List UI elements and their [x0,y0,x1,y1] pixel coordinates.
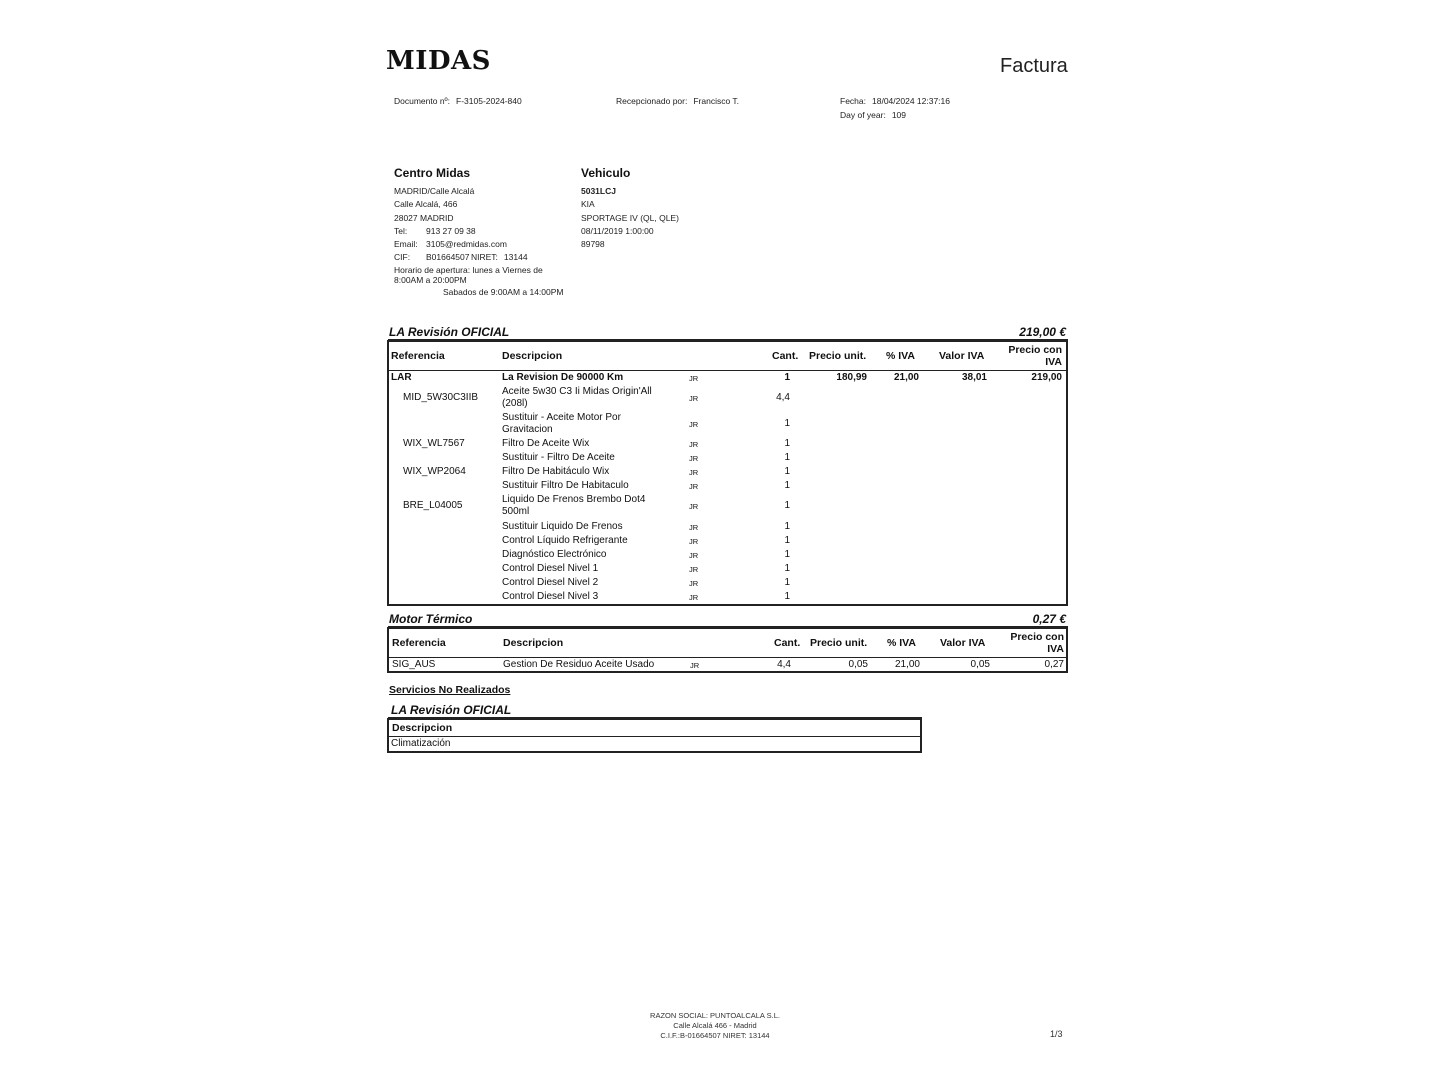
s1-row-ref: BRE_L04005 [403,500,463,511]
s1-row-cant: 4,4 [776,392,790,403]
s1-row-desc: Control Diesel Nivel 1 [502,563,599,574]
s1-row-jr: JR [689,551,699,560]
centro-horario-3: Sabados de 9:00AM a 14:00PM [443,286,564,297]
s1-row-cant: 1 [784,591,790,602]
cif-value: B01664507 [426,252,470,263]
s1-row-cant: 1 [784,480,790,491]
document-number-label: Documento nº: [394,96,451,106]
s1-row-jr: JR [689,374,699,383]
email-label: Email: [394,239,418,250]
no-realizados-item: Climatización [391,738,451,749]
vehicle-code: 89798 [581,239,605,250]
s1-row-ref: WIX_WP2064 [403,466,466,477]
s2-row-cant: 4,4 [777,659,791,670]
section2-total: 0,27 € [1032,612,1066,626]
document-number [394,96,522,106]
s1-row-ref: WIX_WL7567 [403,438,465,449]
s1-row-desc: Sustituir - Filtro De Aceite [502,452,615,463]
s1-row-cant: 1 [784,577,790,588]
s1-row-jr: JR [689,468,699,477]
niret-value: 13144 [503,252,528,263]
s1-row-cant: 1 [784,466,790,477]
day-of-year-label: Day of year: [840,110,886,120]
s1-row-cant: 1 [784,418,790,429]
s1-row-desc: La Revision De 90000 Km [502,372,624,383]
s1-row-jr: JR [689,420,699,429]
s1-row-desc: Filtro De Habitáculo Wix [502,466,610,477]
s2-row-ref: SIG_AUS [392,659,436,670]
page-number: 1/3 [1050,1029,1063,1039]
s1-row-desc: Filtro De Aceite Wix [502,438,590,449]
s1-row-jr: JR [689,593,699,602]
s1-row-ref: LAR [391,372,412,383]
s1-col-precio-con: Precio con [1008,344,1062,356]
s1-row-desc: Liquido De Frenos Brembo Dot4 500ml [502,494,646,517]
s2-col-precio-unit: Precio unit. [810,637,868,649]
centro-email [394,238,574,251]
horario-1: lunes a Viernes de [472,264,543,275]
s1-row-jr: JR [689,523,699,532]
s1-col-descripcion: Descripcion [502,350,563,362]
received-by [616,96,739,106]
centro-horario-2: 8:00AM a 20:00PM [394,274,467,285]
s1-col-cant: Cant. [772,350,799,362]
vehicle-plate: 5031LCJ [581,186,616,196]
s1-col-precio-unit: Precio unit. [809,350,867,362]
no-realizados-col-descripcion: Descripcion [392,722,453,734]
document-number-value: F-3105-2024-840 [456,96,522,106]
footer-line1: RAZON SOCIAL: PUNTOALCALA S.L. [650,1011,780,1020]
s2-col-descripcion: Descripcion [503,637,564,649]
s1-row-jr: JR [689,482,699,491]
niret-label: NIRET: [471,252,498,263]
document-type-title: Factura [1000,55,1068,77]
no-realizados-title: LA Revisión OFICIAL [391,703,512,717]
horario-label: Horario de apertura: [394,264,471,275]
s1-row-desc: Control Líquido Refrigerante [502,535,628,546]
cif-label: CIF: [394,252,411,263]
tel-value: 913 27 09 38 [426,225,476,236]
s1-row-ref: MID_5W30C3IIB [403,392,479,403]
s2-row-desc: Gestion De Residuo Aceite Usado [503,659,655,670]
s1-row-desc: Control Diesel Nivel 3 [502,591,599,602]
no-realizados-header-rule [389,736,920,737]
s2-col-precio-con-iva [1000,631,1064,655]
s1-row-cant: 1 [784,549,790,560]
s2-row-pct: 21,00 [894,659,920,670]
footer-company [600,1011,830,1041]
s1-col-valor-iva: Valor IVA [939,350,985,362]
vehicle-model: SPORTAGE IV (QL, QLE) [581,212,679,223]
midas-logo: MIDAS [386,46,491,76]
s1-col-precio-con-iva [1000,344,1062,368]
s1-row-desc: Sustituir - Aceite Motor Por Gravitacion [502,412,621,435]
s2-col-iva: IVA [1047,643,1064,655]
s1-col-iva: IVA [1045,356,1062,368]
footer-line3: C.I.F.:B-01664507 NIRET: 13144 [660,1031,770,1040]
centro-block [394,166,574,297]
s1-row-cant: 1 [784,438,790,449]
s1-row-pct: 21,00 [893,372,919,383]
s2-row-total: 0,27 [1044,659,1064,670]
s1-row-valor: 38,01 [961,372,987,383]
s1-row-desc: Diagnóstico Electrónico [502,549,607,560]
s1-row-jr: JR [689,440,699,449]
vehicle-date: 08/11/2019 1:00:00 [581,225,654,236]
s2-col-pct-iva: % IVA [887,637,916,649]
s2-col-cant: Cant. [774,637,801,649]
s1-row-desc: Sustituir Filtro De Habitaculo [502,480,629,491]
centro-tel [394,225,574,238]
s2-row-valor: 0,05 [970,659,990,670]
date-value: 18/04/2024 12:37:16 [872,96,950,106]
email-value: 3105@redmidas.com [426,239,507,250]
s1-col-referencia: Referencia [391,350,445,362]
s1-row-jr: JR [689,454,699,463]
section1-total: 219,00 € [1019,325,1066,339]
received-by-label: Recepcionado por: [616,96,688,106]
section2-header-rule [389,657,1066,658]
s2-col-referencia: Referencia [392,637,446,649]
centro-horario [394,265,574,275]
vehicle-brand: KIA [581,199,595,210]
s1-row-jr: JR [689,579,699,588]
s1-row-desc: Sustituir Liquido De Frenos [502,521,623,532]
received-by-value: Francisco T. [693,96,740,106]
vehiculo-block [581,166,741,251]
date-label: Fecha: [840,96,866,106]
s1-row-cant: 1 [784,372,790,383]
day-of-year [840,110,906,120]
centro-title: Centro Midas [394,166,471,180]
s1-row-jr: JR [689,502,699,511]
centro-line2: Calle Alcalá, 466 [394,199,458,210]
centro-cif [394,251,574,264]
s1-row-desc: Aceite 5w30 C3 Ii Midas Origin'All (208l) [502,386,652,409]
s2-col-precio-con: Precio con [1010,631,1064,643]
invoice-date [840,96,950,106]
s1-row-cant: 1 [784,563,790,574]
section1-header-rule [389,370,1066,371]
s1-row-cant: 1 [784,521,790,532]
s1-row-jr: JR [689,394,699,403]
s1-row-desc: Control Diesel Nivel 2 [502,577,599,588]
s2-row-precio: 0,05 [848,659,868,670]
no-realizados-table [387,718,922,753]
s1-row-cant: 1 [784,535,790,546]
s1-row-jr: JR [689,537,699,546]
section2-title: Motor Térmico [389,612,473,626]
s1-row-precio: 180,99 [836,372,867,383]
s1-row-cant: 1 [784,500,790,511]
centro-line1: MADRID/Calle Alcalá [394,186,475,196]
s2-col-valor-iva: Valor IVA [940,637,986,649]
day-of-year-value: 109 [891,110,907,120]
s2-row-jr: JR [690,661,700,670]
no-realizados-heading: Servicios No Realizados [389,684,511,696]
vehiculo-title: Vehiculo [581,166,631,180]
s1-row-cant: 1 [784,452,790,463]
s1-row-total: 219,00 [1031,372,1062,383]
tel-label: Tel: [394,225,408,236]
centro-line3: 28027 MADRID [394,212,454,223]
footer-line2: Calle Alcalá 466 - Madrid [673,1021,757,1030]
s1-col-pct-iva: % IVA [886,350,915,362]
section1-title: LA Revisión OFICIAL [389,325,510,339]
s1-row-jr: JR [689,565,699,574]
